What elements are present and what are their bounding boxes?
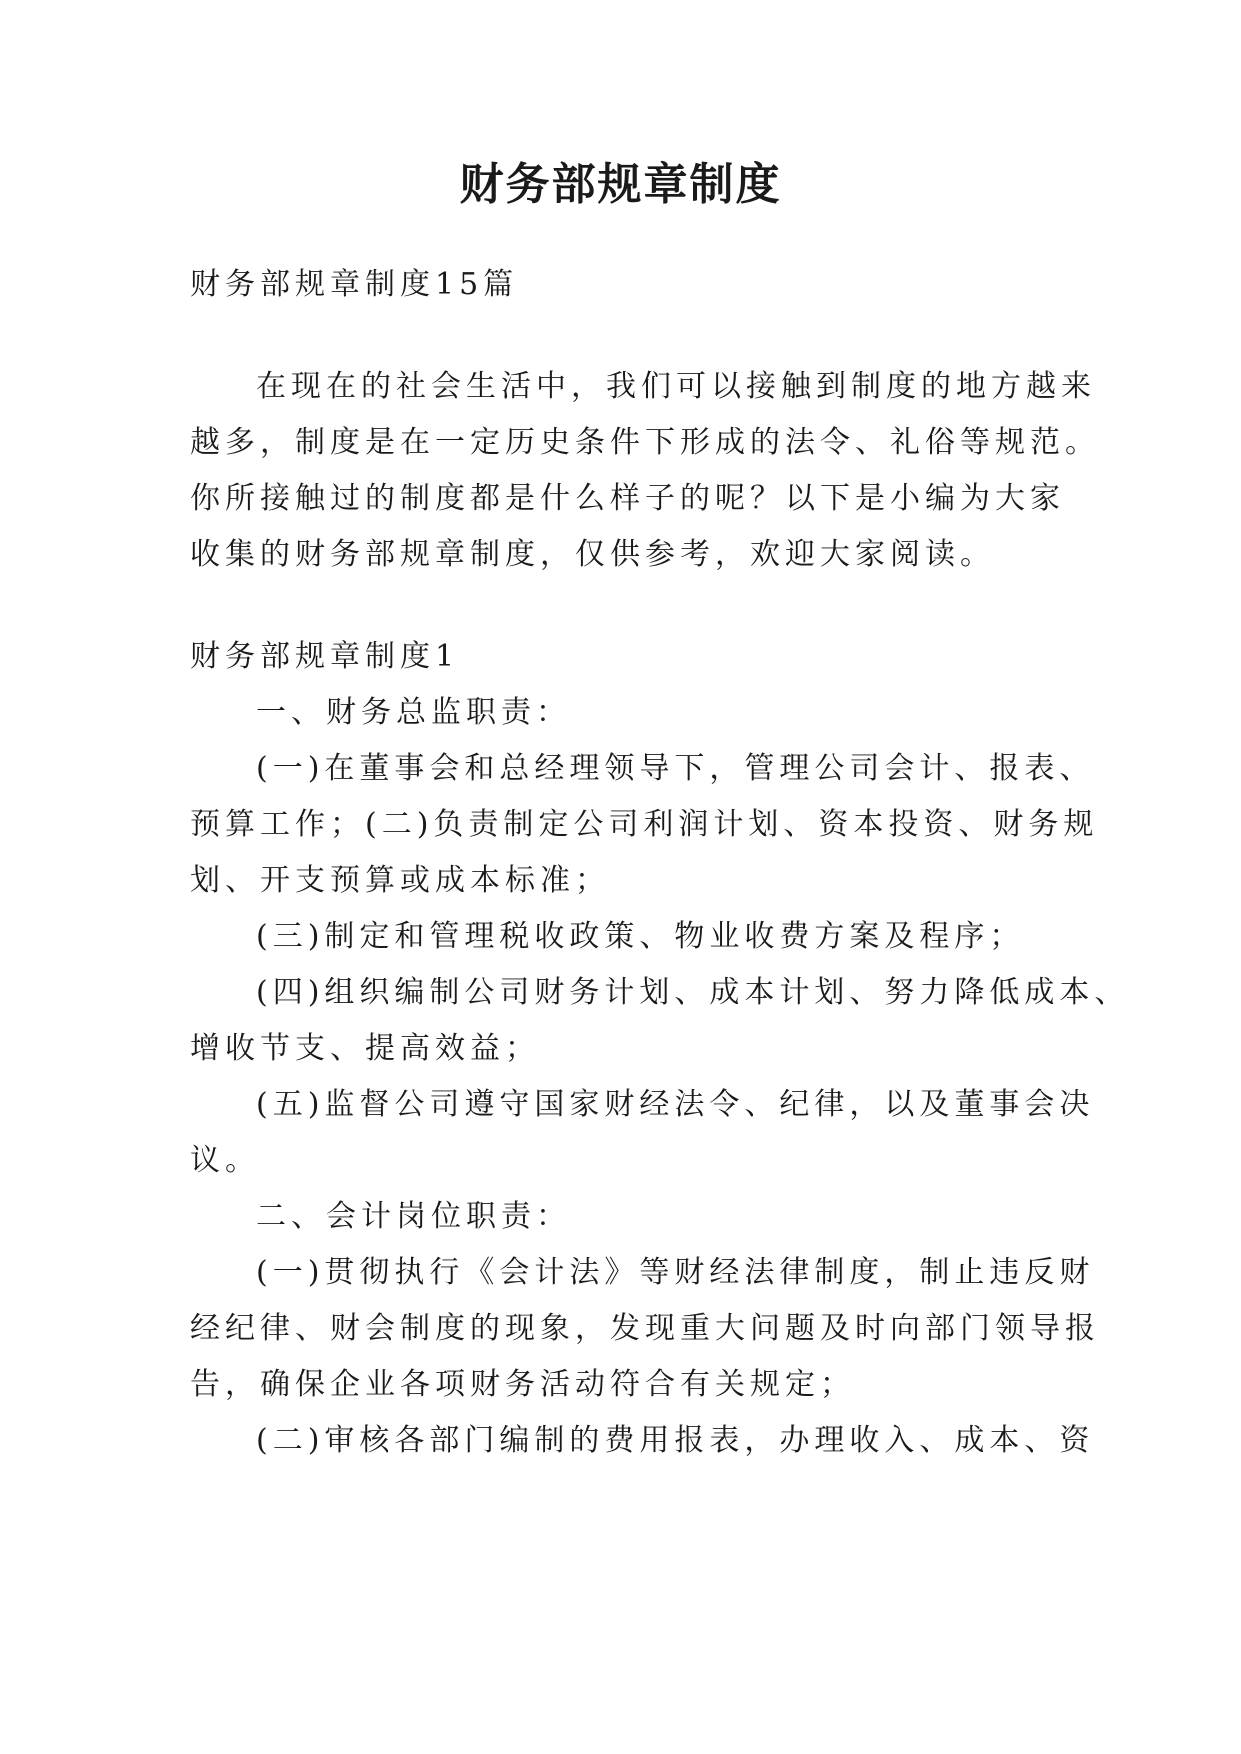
body-line-1: 一、财务总监职责： [256,695,571,730]
body-line-9: 议。 [190,1143,260,1178]
section-heading: 财务部规章制度1 [190,639,460,674]
body-line-3: 预算工作；(二)负责制定公司利润计划、资本投资、财务规 [190,807,1099,842]
intro-line-3: 你所接触过的制度都是什么样子的呢？以下是小编为大家 [190,481,1065,516]
body-line-6: (四)组织编制公司财务计划、成本计划、努力降低成本、 [256,975,1130,1010]
body-line-2: (一)在董事会和总经理领导下，管理公司会计、报表、 [256,751,1095,786]
body-line-10: 二、会计岗位职责： [256,1199,571,1234]
intro-line-4: 收集的财务部规章制度，仅供参考，欢迎大家阅读。 [190,537,995,572]
body-line-5: (三)制定和管理税收政策、物业收费方案及程序； [256,919,1025,954]
body-line-7: 增收节支、提高效益； [190,1031,540,1066]
document-title: 财务部规章制度 [459,159,782,210]
body-line-12: 经纪律、财会制度的现象，发现重大问题及时向部门领导报 [190,1311,1100,1346]
intro-line-2: 越多，制度是在一定历史条件下形成的法令、礼俗等规范。 [190,425,1100,460]
intro-line-1: 在现在的社会生活中，我们可以接触到制度的地方越来 [256,369,1096,404]
document-subtitle: 财务部规章制度15篇 [190,267,519,302]
body-line-8: (五)监督公司遵守国家财经法令、纪律，以及董事会决 [256,1087,1095,1122]
body-line-14: (二)审核各部门编制的费用报表，办理收入、成本、资 [256,1423,1095,1458]
body-line-4: 划、开支预算或成本标准； [190,863,610,898]
body-line-11: (一)贯彻执行《会计法》等财经法律制度，制止违反财 [256,1255,1095,1290]
body-line-13: 告，确保企业各项财务活动符合有关规定； [190,1367,855,1402]
